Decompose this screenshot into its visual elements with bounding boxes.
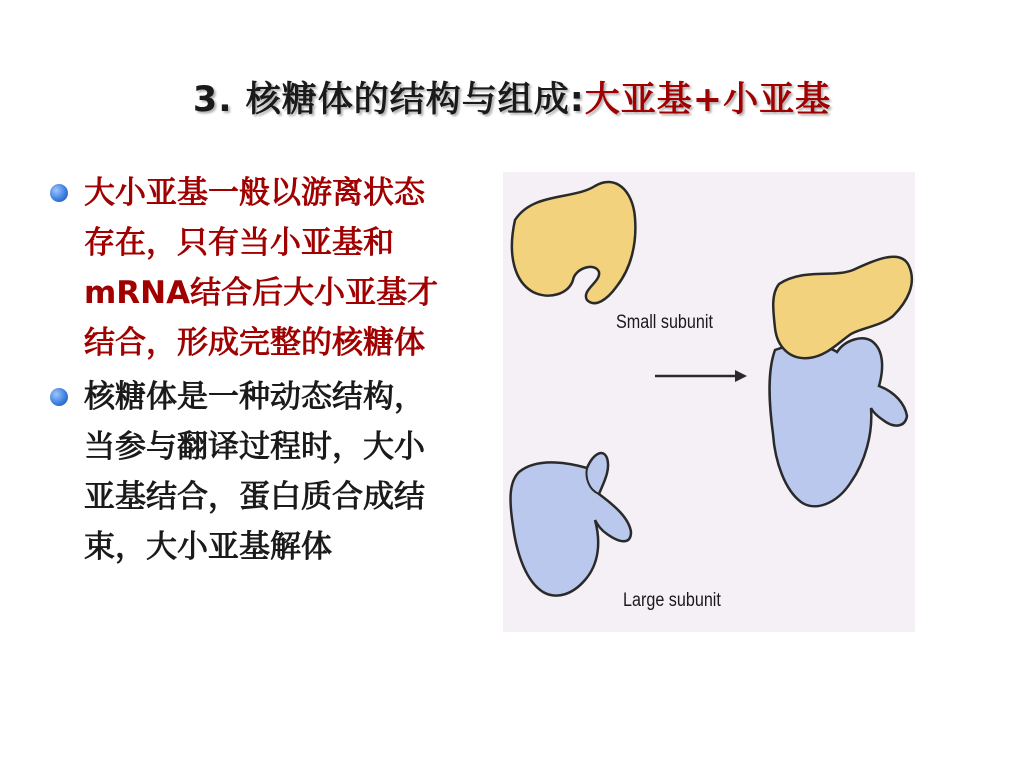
bullet-text: 核糖体是一种动态结构，当参与翻译过程时，大小亚基结合，蛋白质合成结束，大小亚基解体 [84, 379, 425, 565]
slide-title [0, 72, 1024, 122]
ribosome-illustration [503, 172, 915, 632]
bullet-list [48, 168, 453, 576]
small-subunit-label: Small subunit [616, 312, 713, 333]
free-small-subunit-shape [512, 182, 635, 303]
bullet-dot-icon [50, 184, 68, 202]
large-subunit-label: Large subunit [623, 590, 721, 611]
bullet-text: 大小亚基一般以游离状态存在，只有当小亚基和mRNA结合后大小亚基才结合，形成完整的核糖体 [84, 175, 439, 361]
title-prefix: 3. 核糖体的结构与组成: [192, 80, 585, 120]
assembled-large-subunit-shape [770, 338, 908, 506]
bullet-dot-icon [50, 388, 68, 406]
ribosome-svg [503, 172, 915, 632]
assembly-arrow-head [735, 370, 747, 382]
free-large-subunit-shape [511, 453, 631, 596]
bullet-item [48, 168, 453, 368]
title-highlight: 大亚基+小亚基 [584, 80, 832, 120]
assembled-small-subunit-shape [773, 257, 912, 358]
bullet-item [48, 372, 453, 572]
